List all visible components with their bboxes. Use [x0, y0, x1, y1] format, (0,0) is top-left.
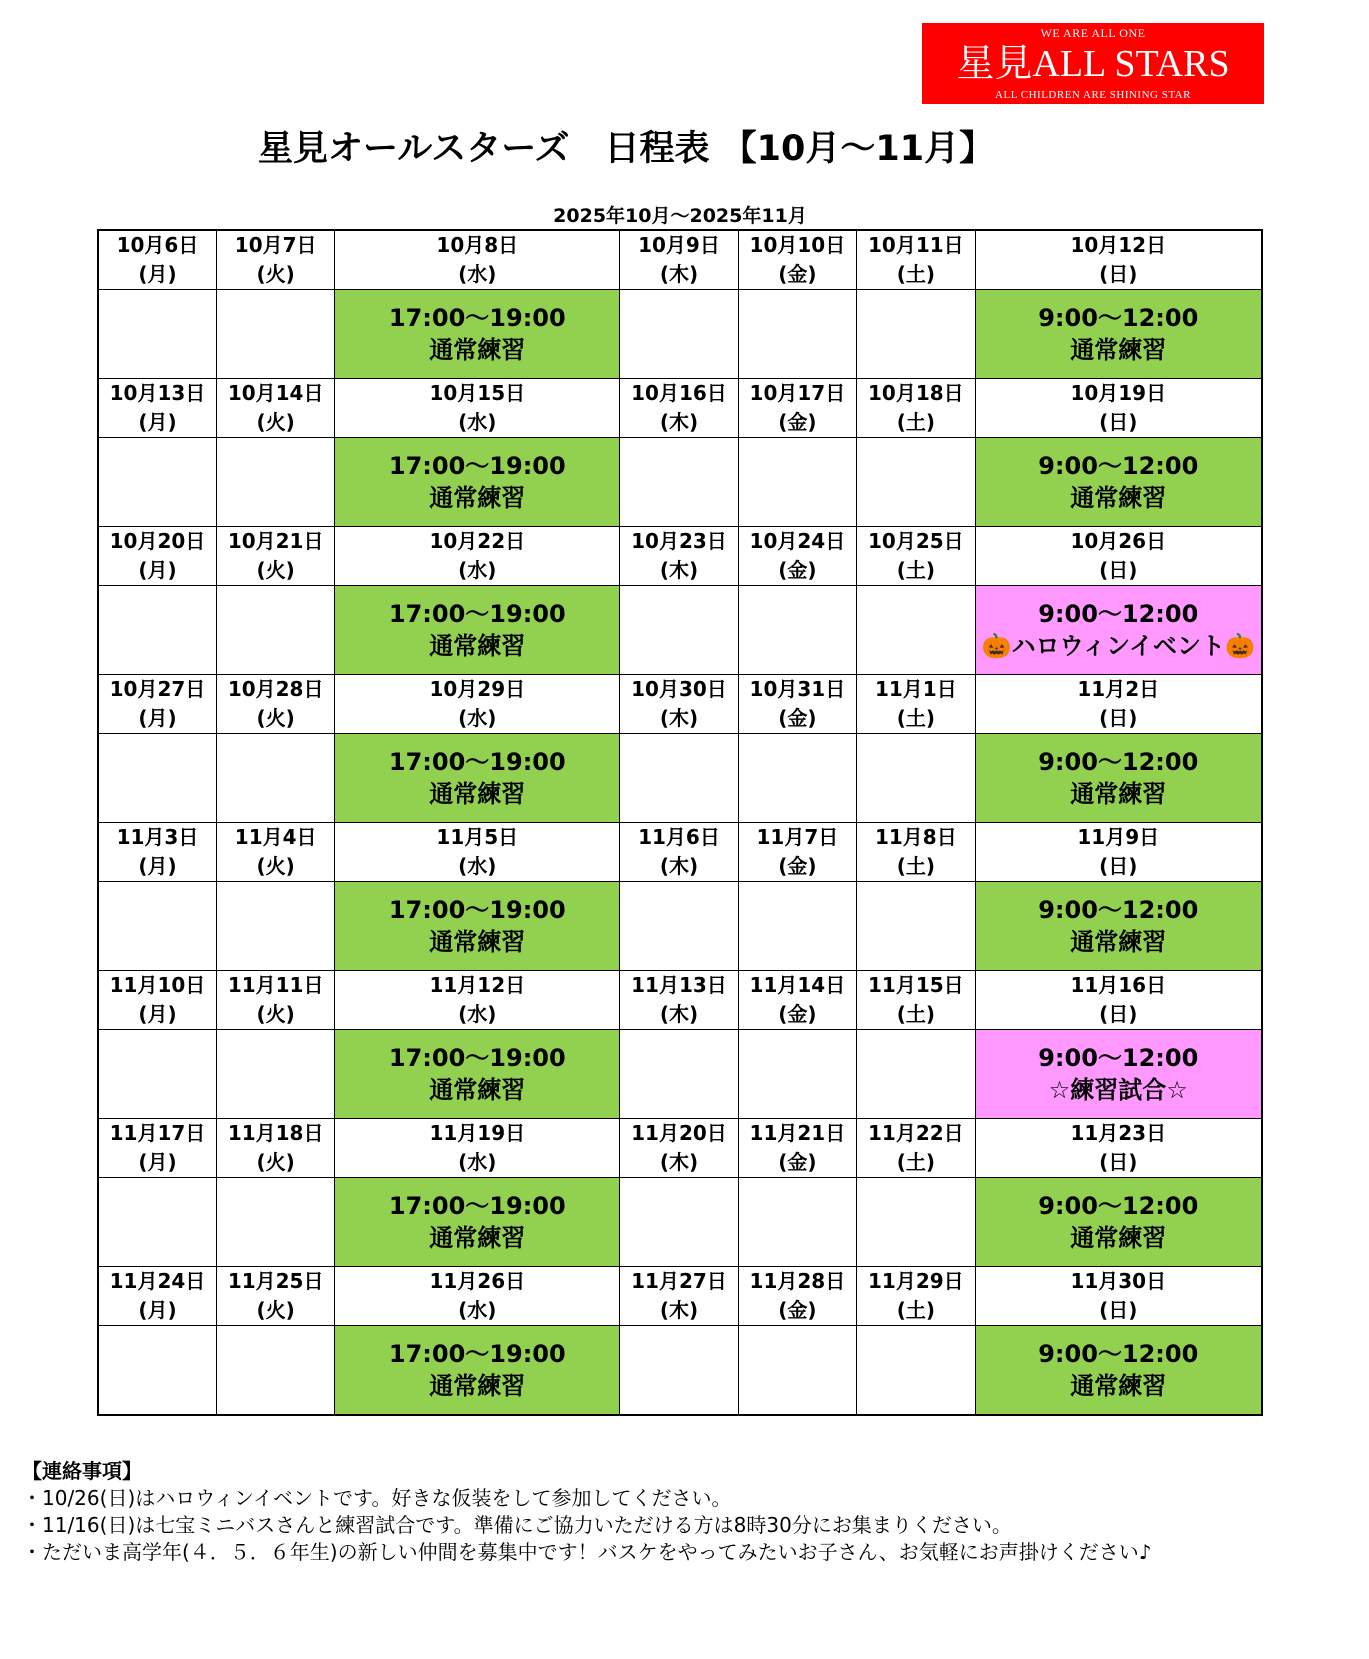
event-row	[98, 734, 1262, 823]
practice-cell	[335, 882, 620, 971]
date-label: 10月24日	[749, 529, 846, 553]
date-label: 11月16日	[1070, 973, 1167, 997]
date-cell	[216, 971, 334, 1030]
event-row	[98, 1178, 1262, 1267]
weekday-label: (土)	[896, 1298, 935, 1322]
empty-cell	[620, 1326, 738, 1416]
date-label: 11月12日	[429, 973, 526, 997]
date-cell	[620, 527, 738, 586]
weekday-label: (月)	[138, 706, 177, 730]
date-cell	[738, 527, 856, 586]
weekday-label: (日)	[1099, 410, 1138, 434]
event-label: 通常練習	[429, 780, 526, 808]
date-label: 10月30日	[631, 677, 727, 701]
date-cell	[216, 379, 334, 438]
date-cell	[620, 230, 738, 290]
event-label: 通常練習	[1070, 1224, 1167, 1252]
practice-cell	[335, 586, 620, 675]
weekday-label: (木)	[659, 1002, 699, 1026]
practice-cell	[335, 1326, 620, 1416]
empty-cell	[216, 290, 334, 379]
date-label: 11月18日	[227, 1121, 324, 1145]
date-label: 10月6日	[116, 233, 199, 257]
empty-cell	[738, 1178, 856, 1267]
empty-cell	[98, 438, 216, 527]
weekday-label: (金)	[778, 558, 817, 582]
event-label: 通常練習	[429, 928, 526, 956]
date-label: 11月28日	[749, 1269, 846, 1293]
note-line: ・ただいま高学年(４．５．６年生)の新しい仲間を募集中です！バスケをやってみたいお子さん、お気軽にお声掛けください♪	[22, 1540, 1152, 1564]
date-cell	[620, 675, 738, 734]
event-time: 17:00～19:00	[388, 1044, 566, 1072]
date-label: 10月15日	[429, 381, 526, 405]
weekday-label: (水)	[458, 410, 497, 434]
event-time: 9:00～12:00	[1038, 896, 1199, 924]
date-cell	[738, 379, 856, 438]
event-time: 17:00～19:00	[388, 452, 566, 480]
empty-cell	[98, 586, 216, 675]
date-row	[98, 230, 1262, 290]
date-label: 10月29日	[429, 677, 526, 701]
weekday-label: (月)	[138, 854, 177, 878]
date-label: 11月13日	[631, 973, 727, 997]
weekday-label: (日)	[1099, 1298, 1138, 1322]
weekday-label: (火)	[256, 410, 295, 434]
empty-cell	[857, 1030, 975, 1119]
event-label: 通常練習	[429, 484, 526, 512]
empty-cell	[620, 438, 738, 527]
date-cell	[738, 823, 856, 882]
weekday-label: (月)	[138, 410, 177, 434]
practice-cell	[975, 290, 1262, 379]
logo-tagline-bottom: ALL CHILDREN ARE SHINING STAR	[995, 89, 1191, 101]
date-label: 11月27日	[631, 1269, 727, 1293]
team-logo	[922, 23, 1264, 104]
date-row	[98, 1267, 1262, 1326]
schedule-table	[97, 229, 1263, 1416]
date-cell	[98, 527, 216, 586]
date-cell	[335, 971, 620, 1030]
weekday-label: (火)	[256, 1150, 295, 1174]
weekday-label: (月)	[138, 262, 177, 286]
empty-cell	[738, 1326, 856, 1416]
event-time: 9:00～12:00	[1038, 600, 1199, 628]
date-label: 10月23日	[631, 529, 727, 553]
weekday-label: (金)	[778, 410, 817, 434]
empty-cell	[216, 586, 334, 675]
weekday-label: (木)	[659, 706, 699, 730]
empty-cell	[738, 438, 856, 527]
date-cell	[335, 675, 620, 734]
event-row	[98, 1030, 1262, 1119]
event-label: 🎃ハロウィンイベント🎃	[981, 632, 1255, 660]
weekday-label: (金)	[778, 854, 817, 878]
date-label: 11月2日	[1077, 677, 1160, 701]
weekday-label: (木)	[659, 1150, 699, 1174]
date-cell	[857, 971, 975, 1030]
date-label: 10月27日	[109, 677, 206, 701]
weekday-label: (火)	[256, 1298, 295, 1322]
date-label: 11月5日	[436, 825, 519, 849]
date-cell	[335, 1267, 620, 1326]
weekday-label: (月)	[138, 1150, 177, 1174]
date-cell	[98, 379, 216, 438]
event-row	[98, 1326, 1262, 1416]
note-line: ・11/16(日)は七宝ミニバスさんと練習試合です。準備にご協力いただける方は8時30分にお集まりください。	[22, 1513, 1012, 1537]
date-label: 10月11日	[867, 233, 964, 257]
weekday-label: (木)	[659, 262, 699, 286]
weekday-label: (月)	[138, 558, 177, 582]
event-time: 9:00～12:00	[1038, 304, 1199, 332]
date-label: 11月30日	[1070, 1269, 1167, 1293]
date-cell	[738, 971, 856, 1030]
empty-cell	[738, 290, 856, 379]
date-cell	[738, 1119, 856, 1178]
special-event-cell	[975, 586, 1262, 675]
weekday-label: (火)	[256, 706, 295, 730]
date-cell	[216, 1119, 334, 1178]
practice-cell	[335, 1030, 620, 1119]
date-label: 11月4日	[234, 825, 317, 849]
practice-cell	[335, 290, 620, 379]
weekday-label: (木)	[659, 1298, 699, 1322]
date-label: 10月8日	[436, 233, 519, 257]
event-time: 17:00～19:00	[388, 1340, 566, 1368]
empty-cell	[738, 882, 856, 971]
date-cell	[975, 230, 1262, 290]
date-label: 11月14日	[749, 973, 846, 997]
date-label: 10月10日	[749, 233, 846, 257]
date-row	[98, 527, 1262, 586]
empty-cell	[620, 586, 738, 675]
date-cell	[335, 823, 620, 882]
date-cell	[98, 823, 216, 882]
weekday-label: (火)	[256, 262, 295, 286]
date-label: 10月22日	[429, 529, 526, 553]
date-cell	[975, 1119, 1262, 1178]
empty-cell	[620, 882, 738, 971]
event-time: 9:00～12:00	[1038, 1044, 1199, 1072]
empty-cell	[216, 438, 334, 527]
empty-cell	[857, 1178, 975, 1267]
date-label: 11月19日	[429, 1121, 526, 1145]
practice-cell	[335, 734, 620, 823]
weekday-label: (土)	[896, 1150, 935, 1174]
date-cell	[857, 1119, 975, 1178]
empty-cell	[857, 290, 975, 379]
empty-cell	[216, 1030, 334, 1119]
date-row	[98, 1119, 1262, 1178]
empty-cell	[216, 1326, 334, 1416]
logo-tagline-top: WE ARE ALL ONE	[1040, 26, 1146, 40]
weekday-label: (水)	[458, 262, 497, 286]
event-time: 17:00～19:00	[388, 896, 566, 924]
date-label: 11月11日	[227, 973, 324, 997]
date-cell	[620, 1267, 738, 1326]
weekday-label: (水)	[458, 1150, 497, 1174]
schedule-body	[98, 230, 1262, 1415]
date-cell	[857, 675, 975, 734]
event-label: 通常練習	[1070, 928, 1167, 956]
empty-cell	[620, 1178, 738, 1267]
weekday-label: (水)	[458, 706, 497, 730]
date-label: 11月26日	[429, 1269, 526, 1293]
weekday-label: (金)	[778, 706, 817, 730]
date-label: 11月8日	[874, 825, 957, 849]
event-label: 通常練習	[1070, 336, 1167, 364]
date-cell	[335, 527, 620, 586]
date-label: 11月20日	[631, 1121, 727, 1145]
date-label: 11月29日	[867, 1269, 964, 1293]
notes-section	[22, 1458, 1362, 1566]
date-label: 10月12日	[1070, 233, 1167, 257]
weekday-label: (日)	[1099, 558, 1138, 582]
date-cell	[335, 1119, 620, 1178]
event-label: 通常練習	[429, 1224, 526, 1252]
practice-cell	[975, 1178, 1262, 1267]
practice-cell	[975, 734, 1262, 823]
date-cell	[975, 675, 1262, 734]
event-label: 通常練習	[429, 336, 526, 364]
empty-cell	[857, 734, 975, 823]
logo-team-name: 星見ALL STARS	[956, 43, 1230, 85]
weekday-label: (金)	[778, 262, 817, 286]
event-label: 通常練習	[429, 1076, 526, 1104]
event-row	[98, 290, 1262, 379]
weekday-label: (土)	[896, 410, 935, 434]
date-row	[98, 675, 1262, 734]
event-label: 通常練習	[429, 632, 526, 660]
page-title: 星見オールスターズ 日程表 【10月～11月】	[258, 129, 995, 169]
date-label: 10月9日	[638, 233, 720, 257]
note-line: ・10/26(日)はハロウィンイベントです。好きな仮装をして参加してください。	[22, 1486, 732, 1510]
event-label: 通常練習	[1070, 484, 1167, 512]
empty-cell	[857, 882, 975, 971]
date-cell	[857, 1267, 975, 1326]
date-cell	[738, 1267, 856, 1326]
date-cell	[857, 823, 975, 882]
date-label: 10月14日	[227, 381, 324, 405]
weekday-label: (日)	[1099, 1150, 1138, 1174]
empty-cell	[216, 882, 334, 971]
weekday-label: (日)	[1099, 1002, 1138, 1026]
date-label: 10月17日	[749, 381, 846, 405]
event-label: 通常練習	[1070, 1372, 1167, 1400]
event-time: 9:00～12:00	[1038, 452, 1199, 480]
weekday-label: (土)	[896, 1002, 935, 1026]
date-row	[98, 971, 1262, 1030]
date-label: 10月19日	[1070, 381, 1167, 405]
event-time: 9:00～12:00	[1038, 1340, 1199, 1368]
empty-cell	[98, 1326, 216, 1416]
event-time: 17:00～19:00	[388, 304, 566, 332]
practice-cell	[975, 1326, 1262, 1416]
date-cell	[335, 379, 620, 438]
weekday-label: (火)	[256, 1002, 295, 1026]
weekday-label: (日)	[1099, 262, 1138, 286]
date-label: 11月17日	[109, 1121, 206, 1145]
weekday-label: (水)	[458, 854, 497, 878]
empty-cell	[98, 290, 216, 379]
weekday-label: (水)	[458, 558, 497, 582]
date-cell	[98, 230, 216, 290]
notes-heading: 【連絡事項】	[22, 1459, 142, 1483]
date-label: 10月18日	[867, 381, 964, 405]
empty-cell	[620, 734, 738, 823]
practice-cell	[335, 438, 620, 527]
date-label: 10月31日	[749, 677, 846, 701]
date-cell	[620, 823, 738, 882]
weekday-label: (土)	[896, 854, 935, 878]
practice-cell	[975, 438, 1262, 527]
empty-cell	[98, 882, 216, 971]
date-cell	[216, 675, 334, 734]
date-cell	[216, 1267, 334, 1326]
date-label: 10月13日	[109, 381, 206, 405]
date-label: 11月6日	[638, 825, 720, 849]
weekday-label: (金)	[778, 1298, 817, 1322]
date-label: 10月21日	[227, 529, 324, 553]
weekday-label: (木)	[659, 410, 699, 434]
special-event-cell	[975, 1030, 1262, 1119]
weekday-label: (日)	[1099, 854, 1138, 878]
date-label: 11月21日	[749, 1121, 846, 1145]
weekday-label: (水)	[458, 1298, 497, 1322]
event-label: ☆練習試合☆	[1048, 1076, 1188, 1104]
date-label: 10月7日	[234, 233, 317, 257]
weekday-label: (月)	[138, 1002, 177, 1026]
empty-cell	[738, 1030, 856, 1119]
date-label: 11月25日	[227, 1269, 324, 1293]
date-cell	[216, 230, 334, 290]
date-label: 10月25日	[867, 529, 964, 553]
weekday-label: (土)	[896, 262, 935, 286]
empty-cell	[738, 586, 856, 675]
date-label: 10月16日	[631, 381, 727, 405]
date-cell	[216, 823, 334, 882]
date-cell	[975, 1267, 1262, 1326]
date-label: 11月23日	[1070, 1121, 1167, 1145]
date-cell	[857, 527, 975, 586]
weekday-label: (金)	[778, 1150, 817, 1174]
event-time: 17:00～19:00	[388, 748, 566, 776]
date-label: 11月10日	[109, 973, 206, 997]
date-cell	[975, 527, 1262, 586]
date-cell	[857, 230, 975, 290]
date-cell	[335, 230, 620, 290]
date-label: 11月15日	[867, 973, 964, 997]
date-cell	[98, 971, 216, 1030]
event-label: 通常練習	[429, 1372, 526, 1400]
date-label: 11月1日	[874, 677, 957, 701]
date-label: 11月3日	[116, 825, 199, 849]
date-cell	[216, 527, 334, 586]
practice-cell	[335, 1178, 620, 1267]
weekday-label: (木)	[659, 558, 699, 582]
empty-cell	[738, 734, 856, 823]
weekday-label: (木)	[659, 854, 699, 878]
weekday-label: (水)	[458, 1002, 497, 1026]
weekday-label: (土)	[896, 558, 935, 582]
empty-cell	[857, 586, 975, 675]
date-label: 11月9日	[1077, 825, 1160, 849]
empty-cell	[620, 1030, 738, 1119]
event-row	[98, 586, 1262, 675]
date-cell	[738, 675, 856, 734]
weekday-label: (火)	[256, 558, 295, 582]
date-label: 10月20日	[109, 529, 206, 553]
weekday-label: (月)	[138, 1298, 177, 1322]
empty-cell	[857, 438, 975, 527]
weekday-label: (金)	[778, 1002, 817, 1026]
event-time: 17:00～19:00	[388, 1192, 566, 1220]
empty-cell	[98, 1030, 216, 1119]
empty-cell	[98, 1178, 216, 1267]
date-row	[98, 823, 1262, 882]
event-row	[98, 882, 1262, 971]
date-cell	[98, 1267, 216, 1326]
weekday-label: (土)	[896, 706, 935, 730]
date-cell	[620, 1119, 738, 1178]
date-row	[98, 379, 1262, 438]
date-label: 11月22日	[867, 1121, 964, 1145]
empty-cell	[620, 290, 738, 379]
empty-cell	[857, 1326, 975, 1416]
weekday-label: (日)	[1099, 706, 1138, 730]
event-time: 9:00～12:00	[1038, 748, 1199, 776]
event-time: 17:00～19:00	[388, 600, 566, 628]
event-row	[98, 438, 1262, 527]
date-label: 11月24日	[109, 1269, 206, 1293]
date-label: 11月7日	[756, 825, 839, 849]
date-cell	[98, 1119, 216, 1178]
empty-cell	[216, 1178, 334, 1267]
event-label: 通常練習	[1070, 780, 1167, 808]
date-label: 10月26日	[1070, 529, 1167, 553]
date-cell	[98, 675, 216, 734]
date-cell	[975, 971, 1262, 1030]
date-label: 10月28日	[227, 677, 324, 701]
date-cell	[738, 230, 856, 290]
empty-cell	[216, 734, 334, 823]
date-cell	[620, 971, 738, 1030]
schedule-period: 2025年10月～2025年11月	[553, 205, 807, 227]
practice-cell	[975, 882, 1262, 971]
date-cell	[975, 823, 1262, 882]
event-time: 9:00～12:00	[1038, 1192, 1199, 1220]
empty-cell	[98, 734, 216, 823]
date-cell	[975, 379, 1262, 438]
date-cell	[620, 379, 738, 438]
date-cell	[857, 379, 975, 438]
weekday-label: (火)	[256, 854, 295, 878]
